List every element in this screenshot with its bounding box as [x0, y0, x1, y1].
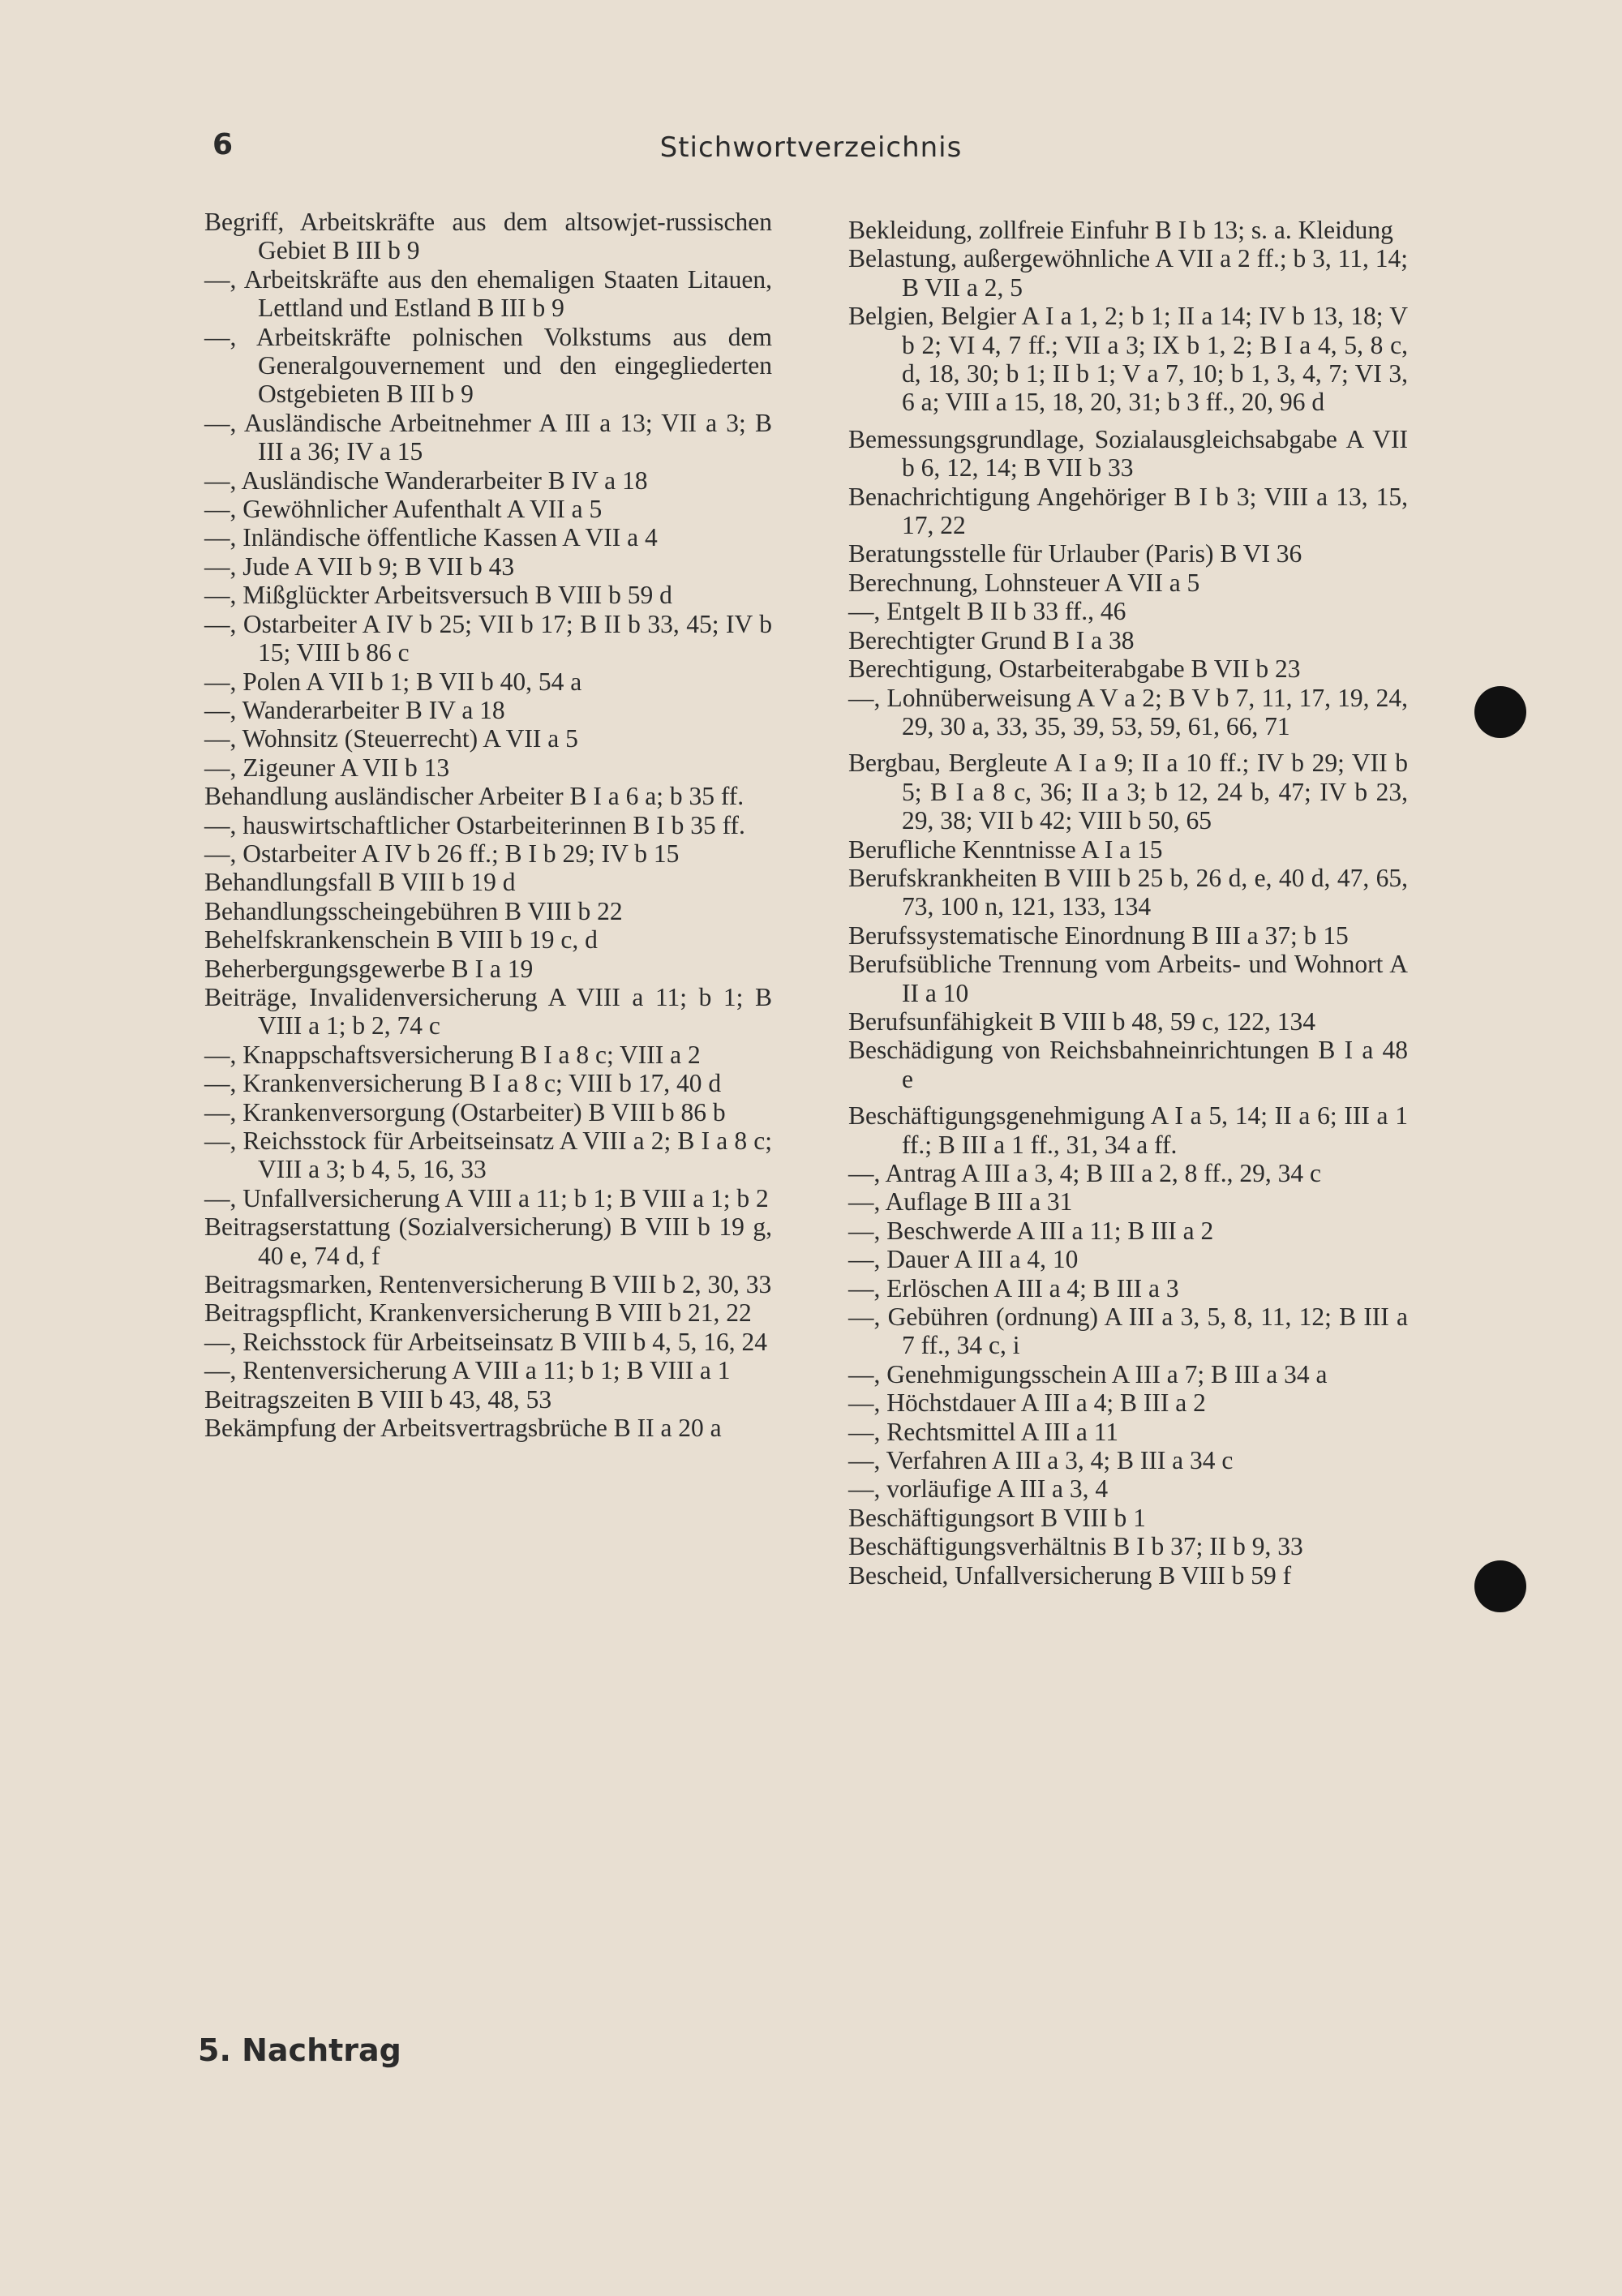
index-entry: —, Ostarbeiter A IV b 26 ff.; B I b 29; IV b 15 [204, 839, 680, 868]
index-entry: Bekleidung, zollfreie Einfuhr B I b 13; s. a. Kleidung [848, 216, 1393, 244]
index-entry: —, Knappschaftsversicherung B I a 8 c; VIII a 2 [204, 1040, 701, 1069]
punch-hole [1474, 686, 1526, 738]
index-entry: —, Inländische öffentliche Kassen A VII a 4 [204, 523, 658, 552]
index-entry: Berechtigung, Ostarbeiterabgabe B VII b 23 [848, 654, 1301, 684]
index-entry: Behandlung ausländischer Arbeiter B I a 6 a; b 35 ff. [204, 782, 744, 811]
index-entry: —, Ausländische Arbeitnehmer A III a 13; VII a 3; B III a 36; IV a 15 [204, 408, 772, 466]
index-entry: Beitragszeiten B VIII b 43, 48, 53 [204, 1384, 552, 1414]
index-entry: Berufliche Kenntnisse A I a 15 [848, 835, 1163, 864]
index-entry: —, Krankenversorgung (Ostarbeiter) B VIII b 86 b [204, 1097, 726, 1127]
punch-hole [1474, 1560, 1526, 1612]
index-entry: —, Gewöhnlicher Aufenthalt A VII a 5 [204, 495, 603, 524]
index-entry: Berechtigter Grund B I a 38 [848, 625, 1135, 654]
index-entry: Bemessungsgrundlage, Sozialausgleichsabgabe A VII b 6, 12, 14; B VII b 33 [848, 424, 1408, 483]
index-entry: —, Unfallversicherung A VIII a 11; b 1; B VIII a 1; b 2 [204, 1183, 769, 1212]
index-entry: Beschäftigungsgenehmigung A I a 5, 14; II a 6; III a 1 ff.; B III a 1 ff., 31, 34 a ff. [848, 1101, 1408, 1159]
index-entry: —, hauswirtschaftlicher Ostarbeiterinnen B I b 35 ff. [204, 810, 745, 839]
running-head: Stichwortverzeichnis [659, 131, 963, 164]
index-entry: —, Jude A VII b 9; B VII b 43 [204, 551, 515, 581]
index-entry: —, Rentenversicherung A VIII a 11; b 1; B VIII a 1 [204, 1356, 731, 1385]
index-entry: Beratungsstelle für Urlauber (Paris) B VI 36 [848, 539, 1302, 569]
index-column-right [848, 216, 1408, 1590]
index-entry: Berufsunfähigkeit B VIII b 48, 59 c, 122, 134 [848, 1006, 1315, 1036]
index-entry: Berechnung, Lohnsteuer A VII a 5 [848, 568, 1200, 597]
index-entry: —, vorläufige A III a 3, 4 [848, 1474, 1109, 1504]
index-entry: —, Höchstdauer A III a 4; B III a 2 [848, 1388, 1206, 1418]
index-entry: —, Dauer A III a 4, 10 [848, 1245, 1079, 1274]
index-entry: —, Polen A VII b 1; B VII b 40, 54 a [204, 667, 582, 696]
index-entry: Beiträge, Invalidenversicherung A VIII a 11; b 1; B VIII a 1; b 2, 74 c [204, 982, 772, 1041]
index-entry: Bergbau, Bergleute A I a 9; II a 10 ff.; IV b 29; VII b 5; B I a 8 c, 36; II a 3; b 12, 24 b, 47; IV b 23, 29, 38; VII b 42; VIII b 50, 65 [848, 749, 1408, 835]
index-entry: Beschäftigungsverhältnis B I b 37; II b 9, 33 [848, 1532, 1303, 1561]
index-entry: —, Auflage B III a 31 [848, 1187, 1073, 1217]
index-entry: Behelfskrankenschein B VIII b 19 c, d [204, 925, 598, 955]
index-entry: —, Krankenversicherung B I a 8 c; VIII b 17, 40 d [204, 1069, 722, 1098]
index-entry: Belastung, außergewöhnliche A VII a 2 ff.; b 3, 11, 14; B VII a 2, 5 [848, 244, 1408, 302]
index-entry: Begriff, Arbeitskräfte aus dem altsowjet-russischen Gebiet B III b 9 [204, 208, 772, 265]
index-entry: —, Genehmigungsschein A III a 7; B III a 34 a [848, 1359, 1328, 1388]
index-entry: —, Mißglückter Arbeitsversuch B VIII b 59 d [204, 581, 672, 610]
index-entry: Beschädigung von Reichsbahneinrichtungen B I a 48 e [848, 1036, 1408, 1093]
index-entry: —, Wanderarbeiter B IV a 18 [204, 695, 505, 724]
index-entry: —, Verfahren A III a 3, 4; B III a 34 c [848, 1446, 1234, 1475]
index-entry: —, Ausländische Wanderarbeiter B IV a 18 [204, 466, 648, 495]
index-entry: Bekämpfung der Arbeitsvertragsbrüche B II a 20 a [204, 1414, 722, 1443]
index-entry: Belgien, Belgier A I a 1, 2; b 1; II a 14; IV b 13, 18; V b 2; VI 4, 7 ff.; VII a 3; IX b 1, 2; B I a 4, 5, 8 c, d, 18, 30; b 1; II b 1; V a 7, 10; b 1, 3, 4, 7; VI 3, 6 a; VIII a 15, 18, 20, 31; b 3 ff., 20, 96 d [848, 302, 1408, 417]
index-entry: —, Zigeuner A VII b 13 [204, 753, 450, 782]
index-column-left [204, 208, 772, 1442]
index-entry: Beherbergungsgewerbe B I a 19 [204, 954, 534, 983]
index-entry: —, Wohnsitz (Steuerrecht) A VII a 5 [204, 724, 578, 753]
page-number: 6 [212, 128, 234, 161]
index-entry: —, Ostarbeiter A IV b 25; VII b 17; B II b 33, 45; IV b 15; VIII b 86 c [204, 609, 772, 667]
index-entry: —, Antrag A III a 3, 4; B III a 2, 8 ff., 29, 34 c [848, 1159, 1321, 1187]
index-entry: Beitragspflicht, Krankenversicherung B VIII b 21, 22 [204, 1298, 752, 1328]
index-entry: —, Lohnüberweisung A V a 2; B V b 7, 11, 17, 19, 24, 29, 30 a, 33, 35, 39, 53, 59, 61, 66, 71 [848, 683, 1408, 740]
index-entry: Benachrichtigung Angehöriger B I b 3; VIII a 13, 15, 17, 22 [848, 482, 1408, 540]
index-entry: —, Entgelt B II b 33 ff., 46 [848, 597, 1126, 626]
index-entry: —, Reichsstock für Arbeitseinsatz B VIII b 4, 5, 16, 24 [204, 1327, 768, 1356]
index-entry: —, Gebühren (ordnung) A III a 3, 5, 8, 11, 12; B III a 7 ff., 34 c, i [848, 1302, 1408, 1360]
index-entry: —, Beschwerde A III a 11; B III a 2 [848, 1216, 1214, 1245]
index-entry: Berufskrankheiten B VIII b 25 b, 26 d, e, 40 d, 47, 65, 73, 100 n, 121, 133, 134 [848, 863, 1408, 921]
index-entry: Beitragsmarken, Rentenversicherung B VIII b 2, 30, 33 [204, 1270, 772, 1299]
index-entry: Bescheid, Unfallversicherung B VIII b 59 f [848, 1560, 1292, 1590]
index-entry: —, Rechtsmittel A III a 11 [848, 1417, 1119, 1446]
index-entry: Beitragserstattung (Sozialversicherung) B VIII b 19 g, 40 e, 74 d, f [204, 1212, 772, 1270]
index-entry: —, Reichsstock für Arbeitseinsatz A VIII a 2; B I a 8 c; VIII a 3; b 4, 5, 16, 33 [204, 1127, 772, 1184]
index-entry: Berufsübliche Trennung vom Arbeits- und Wohnort A II a 10 [848, 950, 1408, 1007]
index-entry: —, Arbeitskräfte polnischen Volkstums aus dem Generalgouvernement und den eingegliederten Ostgebieten B III b 9 [204, 322, 772, 409]
index-entry: Behandlungsfall B VIII b 19 d [204, 868, 516, 897]
index-entry: Berufssystematische Einordnung B III a 37; b 15 [848, 921, 1349, 950]
index-entry: —, Arbeitskräfte aus den ehemaligen Staaten Litauen, Lettland und Estland B III b 9 [204, 264, 772, 323]
supplement-label: 5. Nachtrag [198, 2032, 401, 2068]
index-entry: —, Erlöschen A III a 4; B III a 3 [848, 1273, 1179, 1302]
index-entry: Behandlungsscheingebühren B VIII b 22 [204, 896, 623, 925]
index-entry: Beschäftigungsort B VIII b 1 [848, 1503, 1146, 1532]
